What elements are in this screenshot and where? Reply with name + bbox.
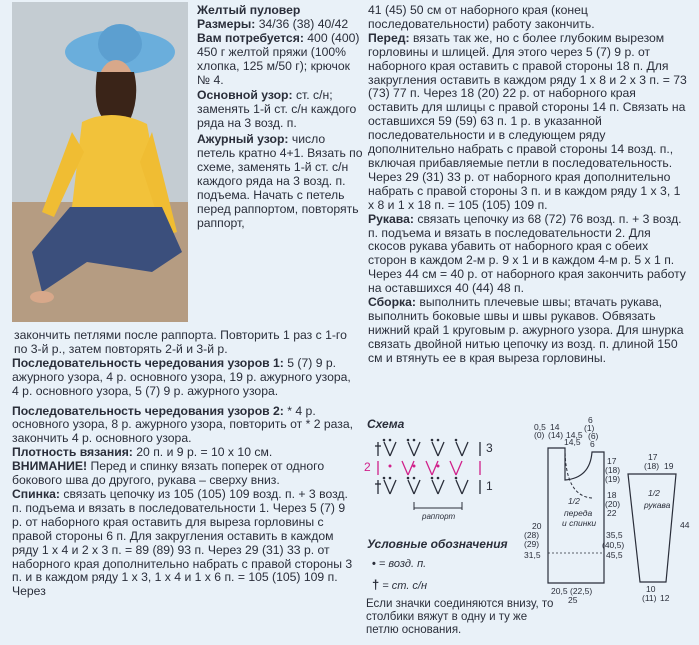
- body-top-label-1: 14: [550, 422, 560, 432]
- model-illustration: [12, 2, 188, 322]
- left-column: [12, 329, 358, 599]
- right-column: [368, 4, 688, 366]
- main-pattern-line: [197, 89, 363, 131]
- body-right2-label-0: 35,5: [606, 530, 623, 540]
- body-left-label-3: 31,5: [524, 550, 541, 560]
- sequence2-text: * 4 р. основного узора, 8 р. ажурного узора, повторить от * 2 раза, закончить 4 р. основного узора.: [12, 403, 354, 446]
- body-bottom-label-2: 25: [568, 595, 578, 605]
- back-line: [12, 488, 358, 599]
- gauge-line: [12, 446, 358, 460]
- body-top-label-6: (1): [584, 423, 595, 433]
- sleeves-line: [368, 213, 688, 296]
- page-title: Желтый пуловер: [197, 3, 301, 17]
- main-pattern-text: ст. с/н; заменять 1-й ст. с/н каждого ряда на 3 возд. п.: [197, 88, 357, 131]
- attention-label: ВНИМАНИЕ!: [12, 459, 88, 474]
- body-right-label-2: (19): [605, 474, 621, 484]
- sweater-photo: [12, 2, 188, 322]
- sequence2-label: Последовательность чередования узоров 2:: [12, 403, 284, 418]
- back-label: Спинка:: [12, 486, 60, 501]
- dc-text: = ст. с/н: [382, 580, 428, 592]
- sleeves-text: связать цепочку из 68 (72) 76 возд. п. + 3 возд. п. подъема и вязать в последовательности 2. Для скосов рукава убавить от наборного края с обеих сторон в каждом 2-м р. 9 х 1 и в каждом 4-м р. 5 х 1 п. Через 44 см = 40 р. от наборного края закончить работу на оставшихся 40 (44) 48 п.: [368, 211, 686, 296]
- front-label: Перед:: [368, 30, 410, 45]
- sleeve-top-label-0: 17: [648, 452, 658, 462]
- note-text: Если значки соединяются внизу, то столбики вяжут в одну и ту же петлю основания.: [366, 598, 554, 636]
- attention-line: [12, 460, 358, 488]
- body-right-label-3: 18: [607, 490, 617, 500]
- body-top-label-4: (14): [548, 430, 564, 440]
- sleeve-center-top: 1/2: [648, 488, 660, 498]
- body-bottom-label-1: (22,5): [570, 586, 593, 596]
- body-left-label-1: (28): [524, 530, 540, 540]
- body-center-top: 1/2: [568, 496, 580, 506]
- sleeve-top-label-1: (18): [644, 461, 660, 471]
- body-bottom-label-0: 20,5: [551, 586, 568, 596]
- row-number-1: 1: [486, 479, 493, 493]
- assembly-line: [368, 296, 688, 366]
- legend-chain: [372, 558, 426, 570]
- row-number-3: 3: [486, 441, 493, 455]
- assembly-text: выполнить плечевые швы; втачать рукава, выполнить боковые швы и швы рукавов. Обвязать нижний край 1 круговым р. ажурного узора. Для шнурка связать двойной нитью цепочку из возд. п. длиной 150 см и втянуть ее в края выреза горловины.: [368, 295, 684, 365]
- body-left-label-0: 20: [532, 521, 542, 531]
- sleeve-bottom-label-2: 12: [660, 593, 670, 603]
- body-pattern-diagram: [520, 415, 625, 605]
- body-center-text-0: переда: [564, 508, 593, 518]
- body-top-label-7: 14,5: [564, 437, 581, 447]
- rapport-label: раппорт: [422, 512, 456, 521]
- body-top-label-0: 0,5: [534, 422, 546, 432]
- chain-symbol: •: [372, 558, 376, 570]
- attention-text: Перед и спинку вязать поперек от одного бокового шва до другого, рукава – сверху вниз.: [12, 459, 325, 488]
- sizes-value: 34/36 (38) 40/42: [258, 16, 349, 31]
- chain-text: = возд. п.: [378, 558, 427, 570]
- materials-label: Вам потребуется:: [197, 30, 304, 45]
- main-pattern-label: Основной узор:: [197, 88, 293, 103]
- body-right2-label-1: (40,5): [602, 540, 625, 550]
- dc-symbol: †: [372, 577, 380, 592]
- gauge-text: 20 п. и 9 р. = 10 х 10 см.: [136, 445, 273, 460]
- sequence2-line: [12, 405, 358, 447]
- sizes-label: Размеры:: [197, 16, 256, 31]
- body-right-label-1: (18): [605, 465, 621, 475]
- front-line: [368, 32, 688, 213]
- body-right2-label-2: 45,5: [606, 550, 623, 560]
- row-number-2: 2: [364, 460, 371, 474]
- lace-label: Ажурный узор:: [197, 132, 289, 147]
- title-block: [197, 4, 363, 231]
- sequence1-line: [12, 357, 358, 399]
- back-text: связать цепочку из 105 (105) 109 возд. п. + 3 возд. п. подъема и вязать в последовательности 1. Через 5 (7) 9 р. от наборного края оставить для выреза горловины с правой стороны 6 п. Для закругления оставить в каждом ряду 1 х 4 и 2 х 3 п. = 89 (89) 93 п. Через 29 (31) 33 р. от наборного края дополнительно набрать с правой стороны 3 п. и в каждом ряду 1 х 3, 1 х 4 и 1 х 6 п. = 105 (105) 109 п. Через: [12, 486, 353, 599]
- back-cont: 41 (45) 50 см от наборного края (конец последовательности) работу закончить.: [368, 3, 595, 31]
- lace-text-narrow: число петель кратно 4+1. Вязать по схеме, заменять 1-й ст. с/н каждого ряда на 3 возд. п. подъема. Начать с петель перед раппортом, повторять раппорт,: [197, 132, 363, 230]
- body-right-label-0: 17: [607, 456, 617, 466]
- body-right-label-4: (20): [605, 499, 621, 509]
- body-center-text-1: и спинки: [562, 518, 597, 528]
- body-left-label-2: (29): [524, 539, 540, 549]
- assembly-label: Сборка:: [368, 295, 416, 310]
- sleeve-right-label: 44: [680, 520, 690, 530]
- body-top-label-5: 14,5: [566, 430, 583, 440]
- materials-text: 400 (400) 450 г желтой пряжи (100% хлопка, 125 м/50 г); крючок № 4.: [197, 30, 360, 87]
- sequence1-text: 5 (7) 9 р. ажурного узора, 4 р. основного узора, 19 р. ажурного узора, 4 р. основного узора, 5 (7) 9 р. ажурного узора.: [12, 355, 351, 398]
- body-top-label-3: (0): [534, 430, 545, 440]
- legend-dc: [372, 577, 427, 592]
- sleeve-pattern-diagram: [618, 452, 696, 602]
- body-top-label-8: (6): [588, 431, 599, 441]
- sleeves-label: Рукава:: [368, 211, 414, 226]
- body-right-label-5: 22: [607, 508, 617, 518]
- sleeve-bottom-label-1: (11): [642, 593, 657, 603]
- sleeve-bottom-label-0: 10: [646, 584, 656, 594]
- body-top-label-9: 6: [590, 439, 595, 449]
- schema-title: Схема: [367, 417, 405, 431]
- sequence1-label: Последовательность чередования узоров 1:: [12, 355, 284, 370]
- legend-title: Условные обозначения: [367, 537, 508, 551]
- sleeve-top-label-2: 19: [664, 461, 674, 471]
- sleeve-center-text: рукава: [644, 500, 671, 510]
- materials-line: [197, 32, 363, 88]
- gauge-label: Плотность вязания:: [12, 445, 133, 460]
- lace-text-wide: закончить петлями после раппорта. Повторить 1 раз с 1-го по 3-й р., затем повторять 2-й и 3-й р.: [14, 328, 347, 356]
- stitch-chart: [360, 430, 510, 525]
- front-text: вязать так же, но с более глубоким вырезом горловины и шлицей. Для этого через 5 (7) 9 р. от наборного края оставить с правой стороны 18 п. Для закругления оставить в каждом ряду 1 х 8 и 2 х 3 п. = 73 (73) 77 п. Через 18 (20) 22 р. от наборного края оставить для шлицы с правой стороны 14 п. Связать на оставшихся 59 (59) 63 п. 1 р. в указанной последовательности и в следующем ряду дополнительно набрать с правой стороны 14 возд. п., включая прибавляемые петли в последовательность. Через 29 (31) 33 р. от наборного края дополнительно набрать с правой стороны 3 п. и в каждом ряду 1 х 3, 1 х 8 и 1 х 18 п. = 105 (105) 109 п.: [368, 30, 687, 212]
- lace-line: [197, 133, 363, 230]
- body-top-label-2: 6: [588, 415, 593, 425]
- sizes-line: [197, 18, 363, 32]
